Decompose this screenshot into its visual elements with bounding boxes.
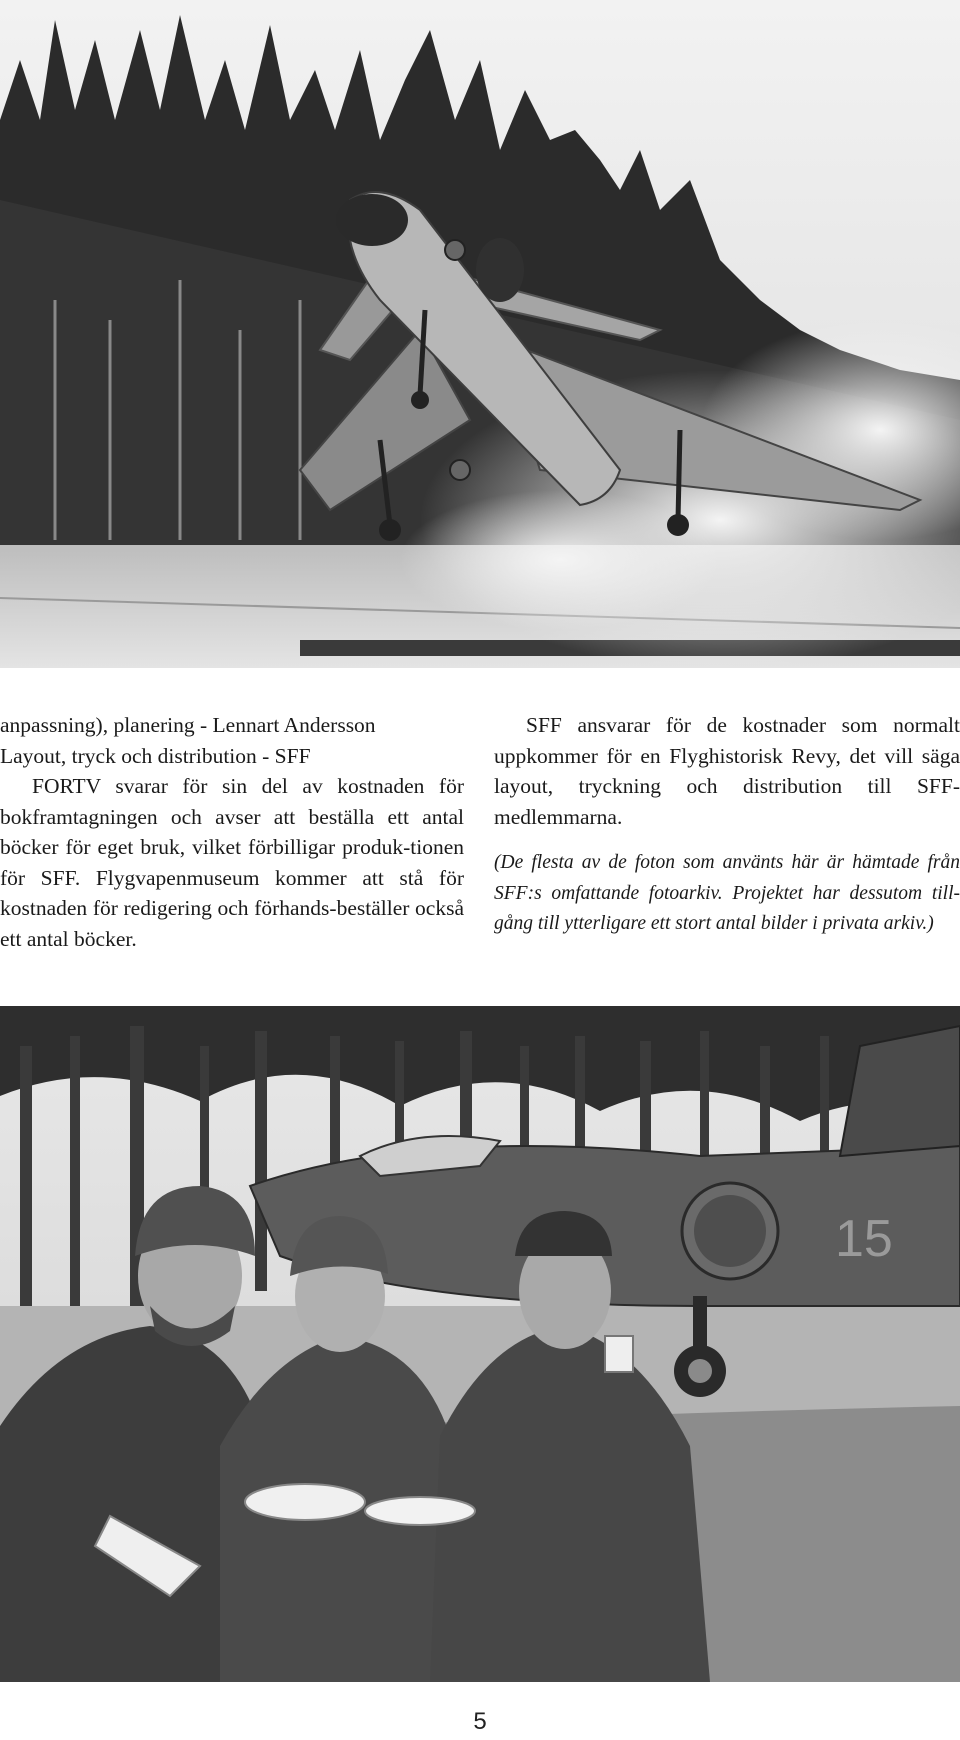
photo-jet-takeoff	[0, 0, 960, 668]
text-line-layout: Layout, tryck och distribution - SFF	[0, 743, 311, 768]
aircraft-number: 15	[835, 1210, 893, 1268]
text-paragraph-fortv: FORTV svarar för sin del av kostnaden för bokframtagningen och avser att beställa ett antal böcker för eget bruk, vilket förbilligar produk-tionen för SFF. Flygvapenmuseum kommer att stå för kostnaden för redigering och förhands-beställer också ett antal böcker.	[0, 774, 464, 951]
page-number: 5	[473, 1708, 487, 1735]
text-paragraph-sff: SFF ansvarar för de kostnader som normalt uppkommer för en Flyghistorisk Revy, det vill säga layout, tryckning och distribution till SFF-medlemmarna.	[494, 713, 960, 829]
jet-takeoff-illustration	[0, 0, 960, 668]
photo-crew-with-aircraft	[0, 1006, 960, 1682]
text-column-left	[0, 710, 464, 954]
text-line-planning: anpassning), planering - Lennart Andersson	[0, 713, 376, 737]
crew-aircraft-illustration	[0, 1006, 960, 1682]
text-photo-source-note: (De flesta av de foton som använts här är hämtade från SFF:s omfattande fotoarkiv. Projektet har dessutom till-gång till ytterligare ett stort antal bilder i privata arkiv.)	[494, 852, 960, 934]
text-column-right	[494, 710, 960, 940]
